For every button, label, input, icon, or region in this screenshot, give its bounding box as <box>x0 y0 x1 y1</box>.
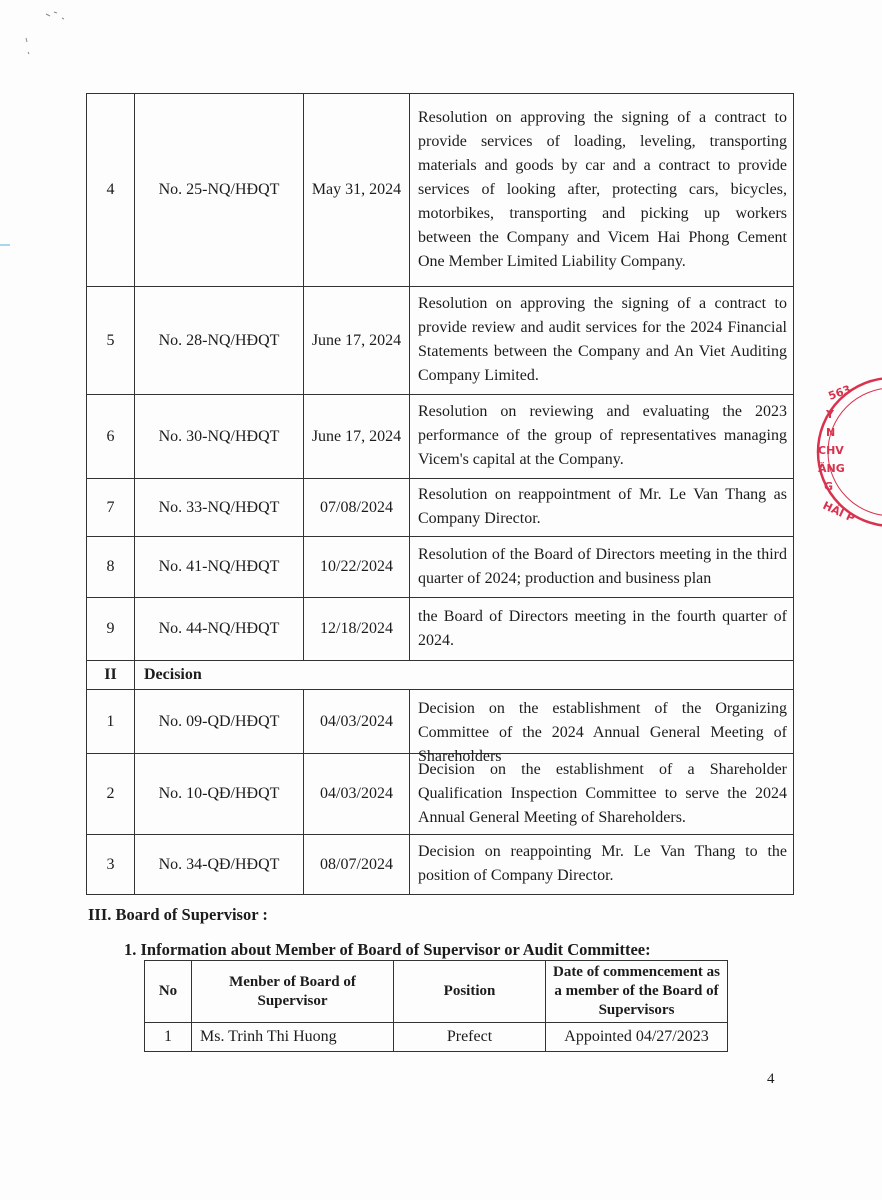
document-date: 07/08/2024 <box>304 479 410 537</box>
document-date: 04/03/2024 <box>304 690 410 754</box>
section-title: Decision <box>135 661 794 690</box>
document-number: No. 41-NQ/HĐQT <box>135 537 304 598</box>
column-header: Date of commencement as a member of the Board of Supervisors <box>546 961 728 1023</box>
document-content: the Board of Directors meeting in the fourth quarter of 2024. <box>410 598 794 661</box>
document-content: Resolution on reviewing and evaluating the 2023 performance of the group of representatives managing Vicem's capital at the Company. <box>410 395 794 479</box>
document-date: June 17, 2024 <box>304 287 410 395</box>
svg-text:HẢI P: HẢI P <box>820 498 857 525</box>
company-seal <box>812 372 882 532</box>
table-row <box>87 537 794 598</box>
document-content-text: Decision on the establishment of the Organizing Committee of the 2024 Annual General Meeting of Shareholders <box>418 700 787 765</box>
table-row <box>87 835 794 895</box>
svg-text:G: G <box>824 480 834 493</box>
document-number: No. 34-QĐ/HĐQT <box>135 835 304 895</box>
table-row <box>87 690 794 754</box>
supervisor-table <box>144 960 728 1052</box>
document-number: No. 33-NQ/HĐQT <box>135 479 304 537</box>
table-row <box>87 598 794 661</box>
svg-text:CHV: CHV <box>818 444 844 457</box>
member-position: Prefect <box>394 1023 546 1052</box>
document-date: May 31, 2024 <box>304 94 410 287</box>
member-name: Ms. Trinh Thi Huong <box>192 1023 394 1052</box>
table-row <box>87 395 794 479</box>
document-date: 08/07/2024 <box>304 835 410 895</box>
row-number: 9 <box>87 598 135 661</box>
table-header-row <box>145 961 728 1023</box>
document-date: 10/22/2024 <box>304 537 410 598</box>
table-row <box>87 479 794 537</box>
document-number: No. 44-NQ/HĐQT <box>135 598 304 661</box>
document-content: Resolution of the Board of Directors meeting in the third quarter of 2024; production and business plan <box>410 537 794 598</box>
subsection-heading: 1. Information about Member of Board of Supervisor or Audit Committee: <box>124 940 651 959</box>
row-number: 6 <box>87 395 135 479</box>
document-number: No. 09-QD/HĐQT <box>135 690 304 754</box>
document-content: Resolution on reappointment of Mr. Le Van Thang as Company Director. <box>410 479 794 537</box>
svg-text:Y: Y <box>826 408 834 421</box>
document-date: June 17, 2024 <box>304 395 410 479</box>
document-number: No. 10-QĐ/HĐQT <box>135 754 304 835</box>
row-number: 4 <box>87 94 135 287</box>
column-header: No <box>145 961 192 1023</box>
section-number: II <box>87 661 135 690</box>
document-content: Resolution on approving the signing of a contract to provide services of loading, leveling, transporting materials and goods by car and a contract to provide services of looking after, protecting cars, bicycles, motorbikes, transporting and picking up workers between the Company and Vicem Hai Phong Cement One Member Limited Liability Company. <box>410 94 794 287</box>
row-number: 3 <box>87 835 135 895</box>
section-header-row <box>87 661 794 690</box>
table-row <box>145 1023 728 1052</box>
table-row <box>87 287 794 395</box>
svg-text:ĂNG: ĂNG <box>818 462 845 475</box>
commencement-date: Appointed 04/27/2023 <box>546 1023 728 1052</box>
table-row <box>87 94 794 287</box>
document-date: 12/18/2024 <box>304 598 410 661</box>
document-content: Resolution on approving the signing of a contract to provide review and audit services for the 2024 Financial Statements between the Company and An Viet Auditing Company Limited. <box>410 287 794 395</box>
document-content: Decision on the establishment of a Shareholder Qualification Inspection Committee to serve the 2024 Annual General Meeting of Shareholders. <box>410 754 794 835</box>
table-row <box>87 754 794 835</box>
resolutions-decisions-table <box>86 93 794 895</box>
scan-edge-mark <box>0 244 10 246</box>
document-date: 04/03/2024 <box>304 754 410 835</box>
document-number: No. 28-NQ/HĐQT <box>135 287 304 395</box>
document-number: No. 30-NQ/HĐQT <box>135 395 304 479</box>
column-header: Position <box>394 961 546 1023</box>
svg-text:N: N <box>826 426 836 439</box>
document-content <box>410 690 794 765</box>
section-heading: III. Board of Supervisor : <box>88 905 268 924</box>
row-number: 5 <box>87 287 135 395</box>
document-content: Decision on reappointing Mr. Le Van Thang to the position of Company Director. <box>410 835 794 895</box>
pencil-scribble <box>20 8 70 63</box>
row-number: 1 <box>87 690 135 754</box>
row-number: 8 <box>87 537 135 598</box>
page-number: 4 <box>767 1071 775 1087</box>
svg-text:563: 563 <box>826 382 853 403</box>
row-number: 7 <box>87 479 135 537</box>
document-number: No. 25-NQ/HĐQT <box>135 94 304 287</box>
column-header: Menber of Board of Supervisor <box>192 961 394 1023</box>
row-number: 2 <box>87 754 135 835</box>
row-number: 1 <box>145 1023 192 1052</box>
